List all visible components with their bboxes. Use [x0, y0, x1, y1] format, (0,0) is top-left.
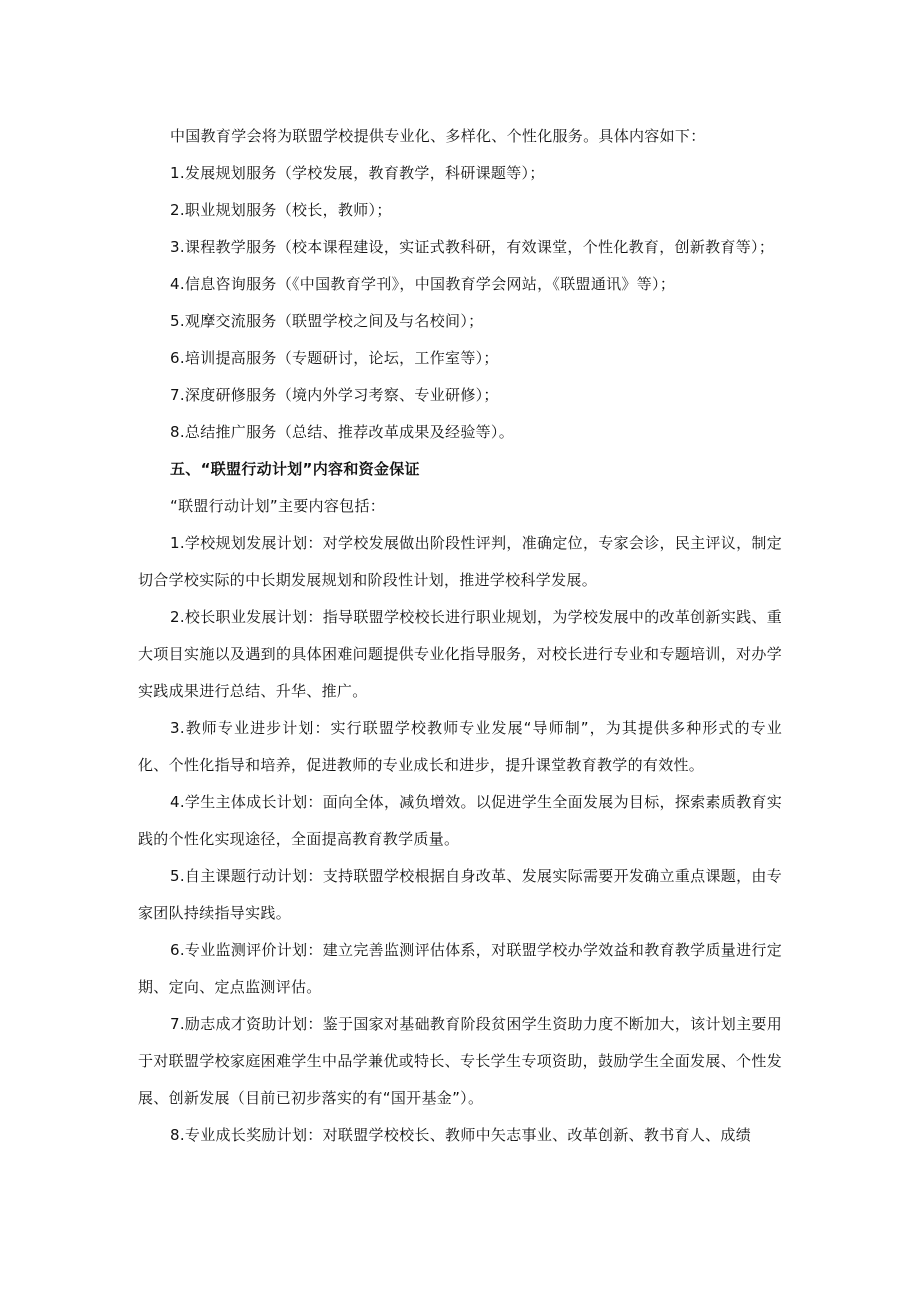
paragraph-intro: 中国教育学会将为联盟学校提供专业化、多样化、个性化服务。具体内容如下：: [170, 127, 706, 145]
plan-item-1: 1.学校规划发展计划：对学校发展做出阶段性评判，准确定位，专家会诊，民主评议，制定切合学校实际的中长期发展规划和阶段性计划，推进学校科学发展。: [138, 534, 782, 589]
plan-item-3: 3.教师专业进步计划：实行联盟学校教师专业发展“导师制”，为其提供多种形式的专业化、个性化指导和培养，促进教师的专业成长和进步，提升课堂教育教学的有效性。: [138, 719, 782, 774]
service-item-4: 4.信息咨询服务（《中国教育学刊》，中国教育学会网站，《联盟通讯》等）；: [170, 275, 676, 293]
plan-item-2: 2.校长职业发展计划：指导联盟学校校长进行职业规划，为学校发展中的改革创新实践、重大项目实施以及遇到的具体困难问题提供专业化指导服务，对校长进行专业和专题培训，对办学实践成果进行总结、升华、推广。: [138, 608, 782, 700]
service-item-3: 3.课程教学服务（校本课程建设，实证式教科研，有效课堂，个性化教育，创新教育等）；: [170, 238, 775, 256]
plan-item-4: 4.学生主体成长计划：面向全体，减负增效。以促进学生全面发展为目标，探索素质教育实践的个性化实现途径，全面提高教育教学质量。: [138, 793, 782, 848]
plan-item-6: 6.专业监测评价计划：建立完善监测评估体系，对联盟学校办学效益和教育教学质量进行定期、定向、定点监测评估。: [138, 941, 782, 996]
service-item-8: 8.总结推广服务（总结、推荐改革成果及经验等）。: [170, 423, 515, 441]
plan-item-8: 8.专业成长奖励计划：对联盟学校校长、教师中矢志事业、改革创新、教书育人、成绩: [170, 1126, 752, 1144]
section-heading-5: 五、“联盟行动计划”内容和资金保证: [170, 460, 420, 478]
plan-item-5: 5.自主课题行动计划：支持联盟学校根据自身改革、发展实际需要开发确立重点课题，由专家团队持续指导实践。: [138, 867, 782, 922]
plan-item-7: 7.励志成才资助计划：鉴于国家对基础教育阶段贫困学生资助力度不断加大，该计划主要用于对联盟学校家庭困难学生中品学兼优或特长、专长学生专项资助，鼓励学生全面发展、个性发展、创新发展（目前已初步落实的有“国开基金”）。: [138, 1015, 782, 1107]
service-item-5: 5.观摩交流服务（联盟学校之间及与名校间）；: [170, 312, 484, 330]
service-item-1: 1.发展规划服务（学校发展，教育教学，科研课题等）；: [170, 164, 545, 182]
service-item-6: 6.培训提高服务（专题研讨，论坛，工作室等）；: [170, 349, 499, 367]
service-item-7: 7.深度研修服务（境内外学习考察、专业研修）；: [170, 386, 499, 404]
plan-intro: “联盟行动计划”主要内容包括：: [170, 497, 386, 515]
service-item-2: 2.职业规划服务（校长，教师）；: [170, 201, 392, 219]
document-body: [138, 118, 782, 1154]
